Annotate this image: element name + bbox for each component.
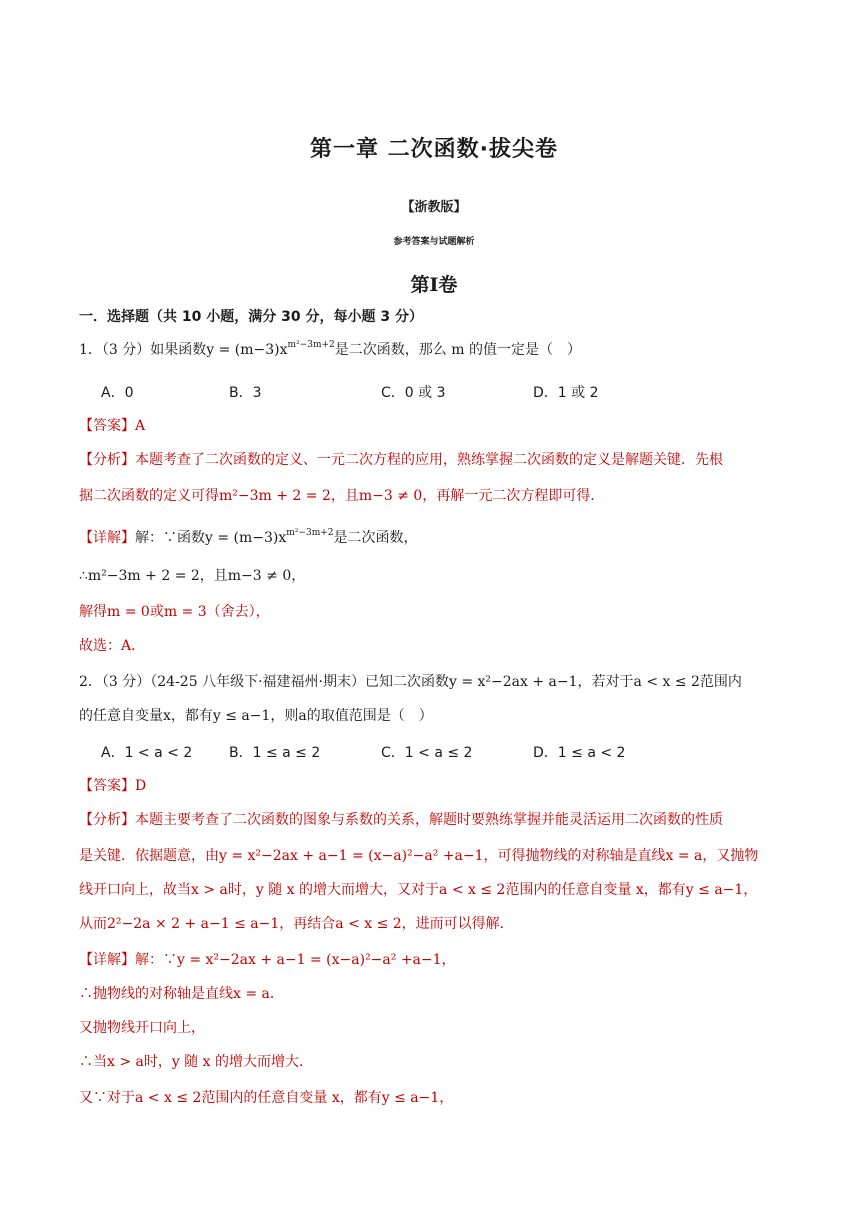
question-1-analysis-line-1: 【分析】本题考查了二次函数的定义、一元二次方程的应用，熟练掌握二次函数的定义是解题关键．先根 xyxy=(79,452,723,468)
question-2-analysis-line-3: 线开口向上，故当x > a时，y 随 x 的增大而增大，又对于a < x ≤ 2范围内的任意自变量 x，都有y ≤ a−1， xyxy=(79,882,758,898)
question-1-option-b: B．3 xyxy=(229,385,262,401)
volume-heading: 第Ⅰ卷 xyxy=(410,274,458,296)
question-1-option-d: D．1 或 2 xyxy=(533,385,599,401)
question-1-detail-line-2: ∴m²−3m + 2 = 2，且m−3 ≠ 0， xyxy=(79,568,306,584)
question-1-option-c: C．0 或 3 xyxy=(381,385,446,401)
page-title: 第一章 二次函数·拔尖卷 xyxy=(309,137,559,162)
question-2-stem-line-2: 的任意自变量x，都有y ≤ a−1，则a的取值范围是（ ） xyxy=(79,708,433,724)
question-2-detail-label: 【详解】 xyxy=(79,952,135,968)
question-2-option-c: C．1 < a ≤ 2 xyxy=(381,745,473,761)
question-2-detail-line-1 xyxy=(79,950,456,970)
question-2-answer: 【答案】D xyxy=(79,778,147,794)
question-2-option-d: D．1 ≤ a < 2 xyxy=(533,745,626,761)
question-1-stem-start: 1．（3 分）如果函数 xyxy=(79,342,207,358)
question-1-answer: 【答案】A xyxy=(79,418,146,434)
question-2-analysis-line-4: 从而2²−2a × 2 + a−1 ≤ a−1，再结合a < x ≤ 2，进而可以得解． xyxy=(79,916,514,932)
question-1-detail-line-1 xyxy=(79,528,418,548)
question-2-analysis-line-1: 【分析】本题主要考查了二次函数的图象与系数的关系，解题时要熟练掌握并能灵活运用二次函数的性质 xyxy=(79,812,723,828)
question-1-option-a: A．0 xyxy=(101,385,134,401)
question-1-stem xyxy=(79,340,581,360)
question-2-detail-line-2: ∴抛物线的对称轴是直线x = a． xyxy=(79,986,284,1002)
edition-label: 【浙教版】 xyxy=(401,200,467,215)
question-1-detail-text-start: 解：∵函数 xyxy=(135,530,205,546)
question-1-stem-end: 是二次函数，那么 m 的值一定是（ ） xyxy=(334,342,581,358)
question-1-detail-line-4: 故选：A． xyxy=(79,638,146,654)
question-2-option-a: A．1 < a < 2 xyxy=(101,745,193,761)
question-1-detail-text-end: 是二次函数， xyxy=(333,530,418,546)
question-2-detail-text: 解：∵y = x²−2ax + a−1 = (x−a)²−a² +a−1， xyxy=(135,952,456,968)
question-2-detail-line-5: 又∵对于a < x ≤ 2范围内的任意自变量 x，都有y ≤ a−1， xyxy=(79,1090,454,1106)
question-1-exponent: m²−3m+2 xyxy=(287,340,335,350)
question-1-detail-function: y = (m−3)x xyxy=(205,530,287,546)
subtitle: 参考答案与试题解析 xyxy=(393,237,475,247)
question-2-stem-line-1: 2．（3 分）（24-25 八年级下·福建福州·期末）已知二次函数y = x²−2ax + a−1，若对于a < x ≤ 2范围内 xyxy=(79,674,742,690)
question-2-detail-line-3: 又抛物线开口向上， xyxy=(79,1020,205,1036)
section-heading: 一．选择题（共 10 小题，满分 30 分，每小题 3 分） xyxy=(79,309,423,325)
question-1-detail-label: 【详解】 xyxy=(79,530,135,546)
question-1-function: y = (m−3)x xyxy=(206,342,288,358)
question-1-detail-exponent: m²−3m+2 xyxy=(286,528,334,538)
question-2-analysis-line-2: 是关键．依据题意，由y = x²−2ax + a−1 = (x−a)²−a² +a−1，可得抛物线的对称轴是直线x = a，又抛物 xyxy=(79,848,759,864)
question-2-option-b: B．1 ≤ a ≤ 2 xyxy=(229,745,321,761)
question-1-analysis-line-2: 据二次函数的定义可得m²−3m + 2 = 2，且m−3 ≠ 0，再解一元二次方程即可得． xyxy=(79,488,605,504)
question-1-detail-line-3: 解得m = 0或m = 3（舍去）， xyxy=(79,604,270,620)
question-2-detail-line-4: ∴当x > a时，y 随 x 的增大而增大． xyxy=(79,1054,314,1070)
